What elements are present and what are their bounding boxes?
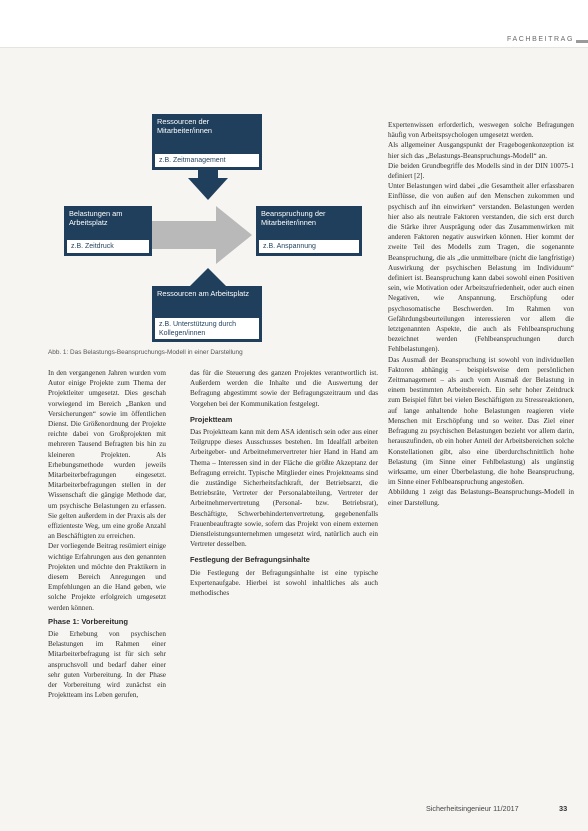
subheading: Festlegung der Befragungsinhalte xyxy=(190,555,310,565)
section-heading: Phase 1: Vorbereitung xyxy=(48,616,129,626)
workload-box xyxy=(64,206,152,256)
paragraph: Abbildung 1 zeigt das Belastungs-Beanspruchungs-Modell in einer Darstellung. xyxy=(388,488,574,507)
paragraph: das für die Steuerung des ganzen Projektes verantwortlich ist. Außerdem werden die Inhalte und die Auswertung der Befragung abgestimmt sowie der Befragungszeitraum und das Vorgehen bei der Kommunikation festgelegt. xyxy=(190,369,378,408)
journal-name: Sicherheitsingenieur 11/2017 xyxy=(426,804,519,813)
paragraph: Der vorliegende Beitrag resümiert einige wichtige Erfahrungen aus den genannten Projekten und möchte den Praktikern in diesem Bereich Anregungen und Empfehlungen an die Hand geben, wie solche Projekte erfolgreich umgesetzt werden können. xyxy=(48,542,166,612)
article-column-3 xyxy=(388,120,574,798)
article-column-1 xyxy=(48,368,166,800)
resources-workplace-box xyxy=(152,286,262,342)
paragraph: Das Projektteam kann mit dem ASA identisch sein oder aus einer Teilgruppe dieses Ausschusses bestehen. Im Idealfall arbeiten Arbeitgeber- und Arbeitnehmervertreter hier Hand in Hand am Thema – Interessen sind in der Fläche die größte Akzeptanz der Befragung erreicht. Typische Mitglieder eines Projektteams sind die zuständige Sicherheitsfachkraft, der Betriebsarzt, die Betriebsräte, Vertreter der Personalabteilung, Vertreter der Arbeitnehmervertretung (Personal- bzw. Betriebsrat), Beschäftigte, Schwerbehindertenvertretung, gegebenenfalls Frauenbeauftragte sowie, sofern das Projekt von einem externen Dienstleistungsunternehmen umgesetzt wird, natürlich auch ein Vertreter desselben. xyxy=(190,428,378,549)
central-arrow-icon xyxy=(140,206,252,264)
figure-caption: Abb. 1: Das Belastungs-Beanspruchungs-Modell in einer Darstellung xyxy=(48,349,243,356)
subheading: Projektteam xyxy=(190,414,233,424)
box-example: z.B. Unterstützung durch Kollegen/innen xyxy=(155,318,259,339)
paragraph: Expertenwissen erforderlich, weswegen solche Befragungen häufig von Arbeitspsychologen umgesetzt werden. xyxy=(388,121,574,140)
section-bar xyxy=(576,40,588,43)
section-label: FACHBEITRAG xyxy=(507,36,574,43)
box-title: Ressourcen am Arbeitsplatz xyxy=(157,289,250,298)
paragraph: Das Ausmaß der Beanspruchung ist sowohl von individuellen Faktoren abhängig – beispielsweise dem persönlichen Zeitmanagement – als auch vom Ausmaß der Belastung in einem bestimmten Arbeitsbereich. Ein sehr hoher Zeitdruck zum Beispiel führt bei vielen Beschäftigten zu Stressreaktionen, auf lange anhaltende hohe Belastungen reagieren viele Menschen mit Erschöpfung und so weiter. Das Ziel einer Befragung zu psychischen Belastungen bezieht vor allem darin, herauszufinden, ob ein hoher Anteil der Arbeitsbereichen solche Konstellationen gibt, also eine überdurchschnittlich hohe Belastung (im Sinne einer Fehlbelastung) als ungünstig wirksame, um einer Überbelastung, die hohe Beanspruchung, im Sinne einer Fehlbeanspruchung angestoßen. xyxy=(388,355,574,487)
box-title: Ressourcen der Mitarbeiter/innen xyxy=(157,117,213,135)
box-example: z.B. Anspannung xyxy=(259,240,359,253)
paragraph: Die Erhebung von psychischen Belastungen im Rahmen einer Mitarbeiterbefragung ist für sich sehr anspruchsvoll und bedarf daher einer sehr guten Vorbereitung. In der Phase der Vorbereitung wird zunächst ein Projektteam ins Leben gerufen, xyxy=(48,630,166,700)
page-header-band xyxy=(0,0,588,48)
box-title: Beanspruchung der Mitarbeiter/innen xyxy=(261,209,326,227)
paragraph: Die beiden Grundbegriffe des Modells sind in der DIN 10075-1 definiert [2]. xyxy=(388,161,574,181)
box-example: z.B. Zeitdruck xyxy=(67,240,149,253)
strain-box xyxy=(256,206,362,256)
paragraph: Unter Belastungen wird dabei „die Gesamtheit aller erfassbaren Einflüsse, die von außen auf den Menschen zukommen und psychisch auf ihn einwirken“ verstanden. Belastungen werden hier also als neutrale Faktoren verstanden, die sich erst durch die Stärke ihrer Ausprägung oder das Zusammenwirken mit anderen Faktoren negativ auswirken können. Hier kommt der zweite Teil des Modells zum Tragen, die sogenannte Beanspruchung, die als „die unmittelbare (nicht die langfristige) Auswirkung der psychischen Belastung im Individuum“ definiert ist. Beanspruchung kann dabei sowohl einen Positiven sein, wie Motivation oder Arbeitszufriedenheit, oder auch einen Negativen, wie Anspannung, Erschöpfung oder psychosomatische Beschwerden. Im Rahmen von Gefährdungsbeurteilungen interessieren vor allem die letztgenannten Aspekte, die auch als Fehlbeanspruchung bezeichnet werden (Fehlbeanspruchungen durch Fehlbelastungen). xyxy=(388,182,574,354)
page-number: 33 xyxy=(559,804,568,813)
resources-employees-box xyxy=(152,114,262,170)
paragraph: In den vergangenen Jahren wurden vom Autor einige Projekte zum Thema der Projektleiter umgesetzt. Dies geschah vorwiegend im Bereich „Banken und Versicherungen“ sowie im öffentlichen Dienst. Die Größenordnung der Projekte reichte dabei von Großprojekten mit mehreren Tausend Befragten bis hin zu kleineren Projekten. Als Erhebungsmethode wurden jeweils Mitarbeiterbefragungen eingesetzt. Mitarbeiterbefragungen stellen in der Wissenschaft die gängige Methode dar, um psychische Belastungen zu erfassen. Sie gelten außerdem in der Praxis als der effizienteste Weg, um eine große Anzahl an Beschäftigten zu erreichen. xyxy=(48,369,166,541)
article-column-2 xyxy=(190,368,378,800)
box-example: z.B. Zeitmanagement xyxy=(155,154,259,167)
stress-strain-model-diagram xyxy=(44,110,374,342)
paragraph: Als allgemeiner Ausgangspunkt der Fragebogenkonzeption ist hier sich das „Belastungs-Beanspruchungs-Modell“ an. xyxy=(388,141,574,160)
paragraph: Die Festlegung der Befragungsinhalte ist eine typische Expertenaufgabe. Hierbei ist sowohl inhaltliches als auch methodisches xyxy=(190,568,378,598)
down-arrow-icon xyxy=(188,168,228,200)
box-title: Belastungen am Arbeitsplatz xyxy=(69,209,123,227)
